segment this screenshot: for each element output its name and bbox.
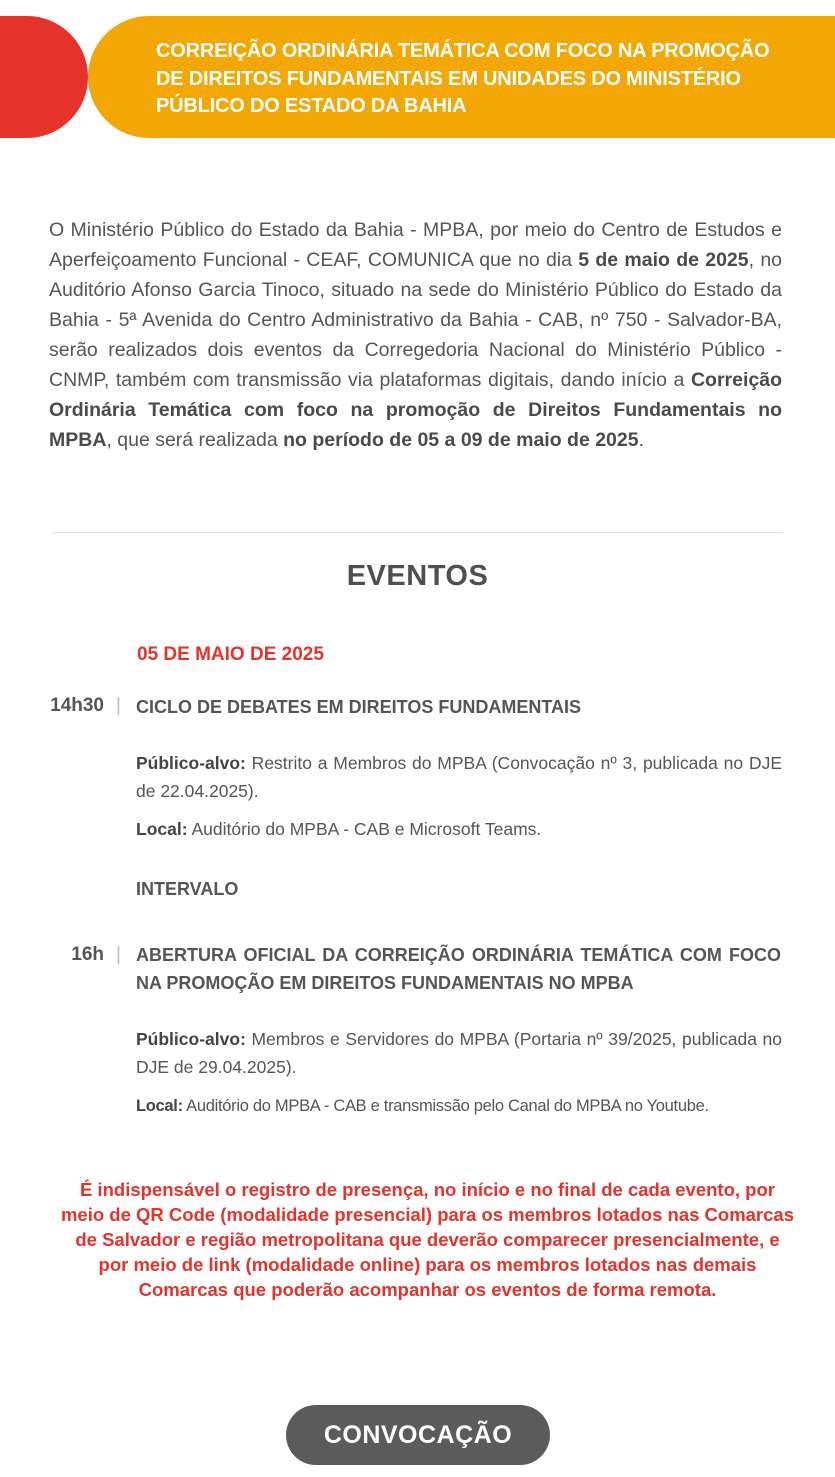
- attendance-notice: É indispensável o registro de presença, no início e no final de cada evento, por meio de QR Code (modalidade presencial) para os membros lotados nas Comarcas de Salvador e região metropolitana que deverão comparecer presencialmente, e por meio de link (modalidade online) para os membros lotados nas demais Comarcas que poderão acompanhar os eventos de forma remota.: [60, 1179, 795, 1300]
- header-banner: [88, 16, 835, 138]
- location-text: Auditório do MPBA - CAB e transmissão pelo Canal do MPBA no Youtube.: [182, 1097, 709, 1115]
- intro-text-4: .: [638, 429, 645, 451]
- event1-title: CICLO DE DEBATES EM DIREITOS FUNDAMENTAIS: [136, 697, 582, 717]
- audience-label: Público-alvo:: [136, 753, 246, 773]
- event-date: 05 DE MAIO DE 2025: [137, 644, 324, 665]
- intro-text-3: , que será realizada: [106, 429, 284, 451]
- event2-title: ABERTURA OFICIAL DA CORREIÇÃO ORDINÁRIA TEMÁTICA COM FOCO NA PROMOÇÃO EM DIREITOS FUNDAMENTAIS NO MPBA: [136, 945, 781, 993]
- header-title: CORREIÇÃO ORDINÁRIA TEMÁTICA COM FOCO NA PROMOÇÃO DE DIREITOS FUNDAMENTAIS EM UNIDADES DO MINISTÉRIO PÚBLICO DO ESTADO DA BAHIA: [156, 40, 770, 117]
- interval-label: INTERVALO: [136, 879, 239, 899]
- intro-text-2: , no Auditório Afonso Garcia Tinoco, situado na sede do Ministério Público do Estado da Bahia - 5ª Avenida do Centro Administrativo da Bahia - CAB, nº 750 - Salvador-BA, serão realizados dois eventos da Corregedoria Nacional do Ministério Público - CNMP, também com transmissão via plataformas digitais, dando início a: [49, 249, 783, 391]
- convocacao-button[interactable]: CONVOCAÇÃO: [286, 1405, 550, 1465]
- intro-correicao: Correição Ordinária Temática com foco na promoção de Direitos Fundamentais no MPBA: [49, 369, 782, 451]
- event1-location: [136, 815, 782, 843]
- divider: [52, 532, 783, 533]
- time-separator: |: [116, 944, 121, 965]
- section-title: EVENTOS: [346, 560, 489, 592]
- location-label: Local:: [136, 819, 188, 839]
- audience-text: Restrito a Membros do MPBA (Convocação nº 3, publicada no DJE de 22.04.2025).: [136, 753, 782, 801]
- location-label: Local:: [136, 1097, 183, 1115]
- event1-audience: [136, 749, 782, 805]
- time-separator: |: [116, 695, 121, 716]
- intro-text-1: O Ministério Público do Estado da Bahia - MPBA, por meio do Centro de Estudos e Aperfeiçoamento Funcional - CEAF, COMUNICA que no dia: [49, 219, 782, 271]
- event1-time: 14h30: [50, 695, 104, 716]
- intro-paragraph: [49, 215, 782, 455]
- intro-period: no período de 05 a 09 de maio de 2025: [283, 429, 639, 451]
- audience-label: Público-alvo:: [136, 1029, 246, 1049]
- event2-location: [136, 1092, 816, 1120]
- event2-time: 16h: [71, 944, 104, 965]
- intro-date: 5 de maio de 2025: [578, 249, 749, 271]
- audience-text: Membros e Servidores do MPBA (Portaria nº 39/2025, publicada no DJE de 29.04.2025).: [136, 1029, 782, 1077]
- red-accent-shape: [0, 16, 88, 138]
- location-text: Auditório do MPBA - CAB e Microsoft Teams.: [187, 819, 542, 839]
- event2-audience: [136, 1025, 782, 1081]
